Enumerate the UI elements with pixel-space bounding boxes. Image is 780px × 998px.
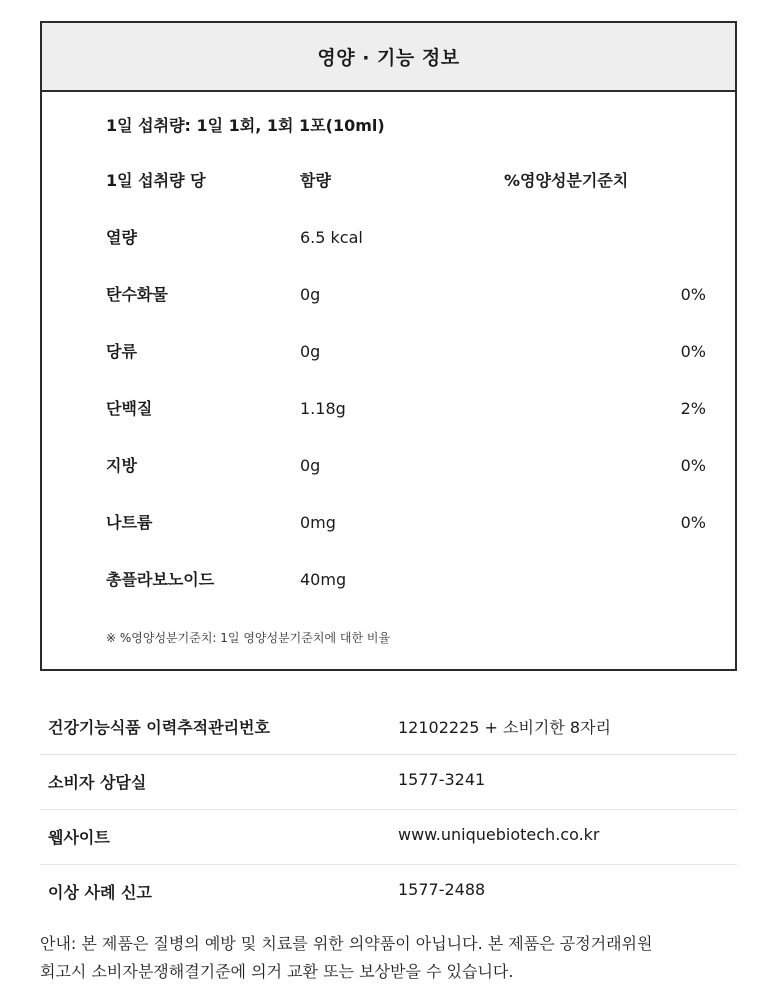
list-item (40, 755, 737, 810)
nutrient-percent: 0% (680, 513, 706, 532)
info-label: 건강기능식품 이력추적관리번호 (48, 718, 270, 737)
info-value: 12102225 + 소비기한 8자리 (398, 718, 612, 737)
info-label: 이상 사례 신고 (48, 883, 152, 902)
info-value: 1577-3241 (398, 770, 486, 789)
notice-text (40, 930, 740, 986)
nutrient-amount: 1.18g (300, 399, 346, 418)
info-label: 소비자 상담실 (48, 773, 147, 792)
column-header-amount: 함량 (300, 171, 331, 190)
nutrient-percent: 0% (680, 342, 706, 361)
nutrient-percent: 0% (680, 456, 706, 475)
table-row (106, 226, 706, 250)
nutrient-percent: 2% (680, 399, 706, 418)
info-value: 1577-2488 (398, 880, 486, 899)
nutrient-amount: 0g (300, 456, 321, 475)
nutrition-panel (40, 21, 737, 671)
table-row (106, 397, 706, 421)
footnote: ※ %영양성분기준치: 1일 영양성분기준치에 대한 비율 (106, 631, 391, 645)
table-row (106, 283, 706, 307)
list-item (40, 810, 737, 865)
nutrient-percent: 0% (680, 285, 706, 304)
nutrient-amount: 40mg (300, 570, 347, 589)
nutrient-name: 탄수화물 (106, 285, 168, 304)
table-row (106, 340, 706, 364)
table-row (106, 454, 706, 478)
list-item (40, 865, 737, 919)
table-header-row (106, 169, 706, 193)
website-link[interactable]: www.uniquebiotech.co.kr (398, 825, 600, 844)
nutrient-amount: 0g (300, 285, 321, 304)
notice-line: 안내: 본 제품은 질병의 예방 및 치료를 위한 의약품이 아닙니다. 본 제품은 공정거래위원 (40, 934, 653, 953)
info-label: 웹사이트 (48, 828, 110, 847)
nutrient-name: 단백질 (106, 399, 153, 418)
nutrient-name: 당류 (106, 342, 137, 361)
nutrient-name: 열량 (106, 228, 137, 247)
nutrient-name: 총플라보노이드 (106, 570, 215, 589)
column-header-percent: %영양성분기준치 (504, 171, 629, 190)
nutrient-name: 지방 (106, 456, 137, 475)
serving-size: 1일 섭취량: 1일 1회, 1회 1포(10ml) (106, 116, 385, 135)
notice-line: 회고시 소비자분쟁해결기준에 의거 교환 또는 보상받을 수 있습니다. (40, 962, 514, 981)
nutrient-amount: 6.5 kcal (300, 228, 363, 247)
table-row (106, 568, 706, 592)
nutrient-amount: 0g (300, 342, 321, 361)
panel-title: 영양 · 기능 정보 (42, 23, 735, 92)
nutrient-name: 나트륨 (106, 513, 153, 532)
list-item (40, 700, 737, 755)
table-row (106, 511, 706, 535)
nutrient-amount: 0mg (300, 513, 336, 532)
product-info-list (40, 700, 737, 919)
column-header-serving: 1일 섭취량 당 (106, 171, 206, 190)
